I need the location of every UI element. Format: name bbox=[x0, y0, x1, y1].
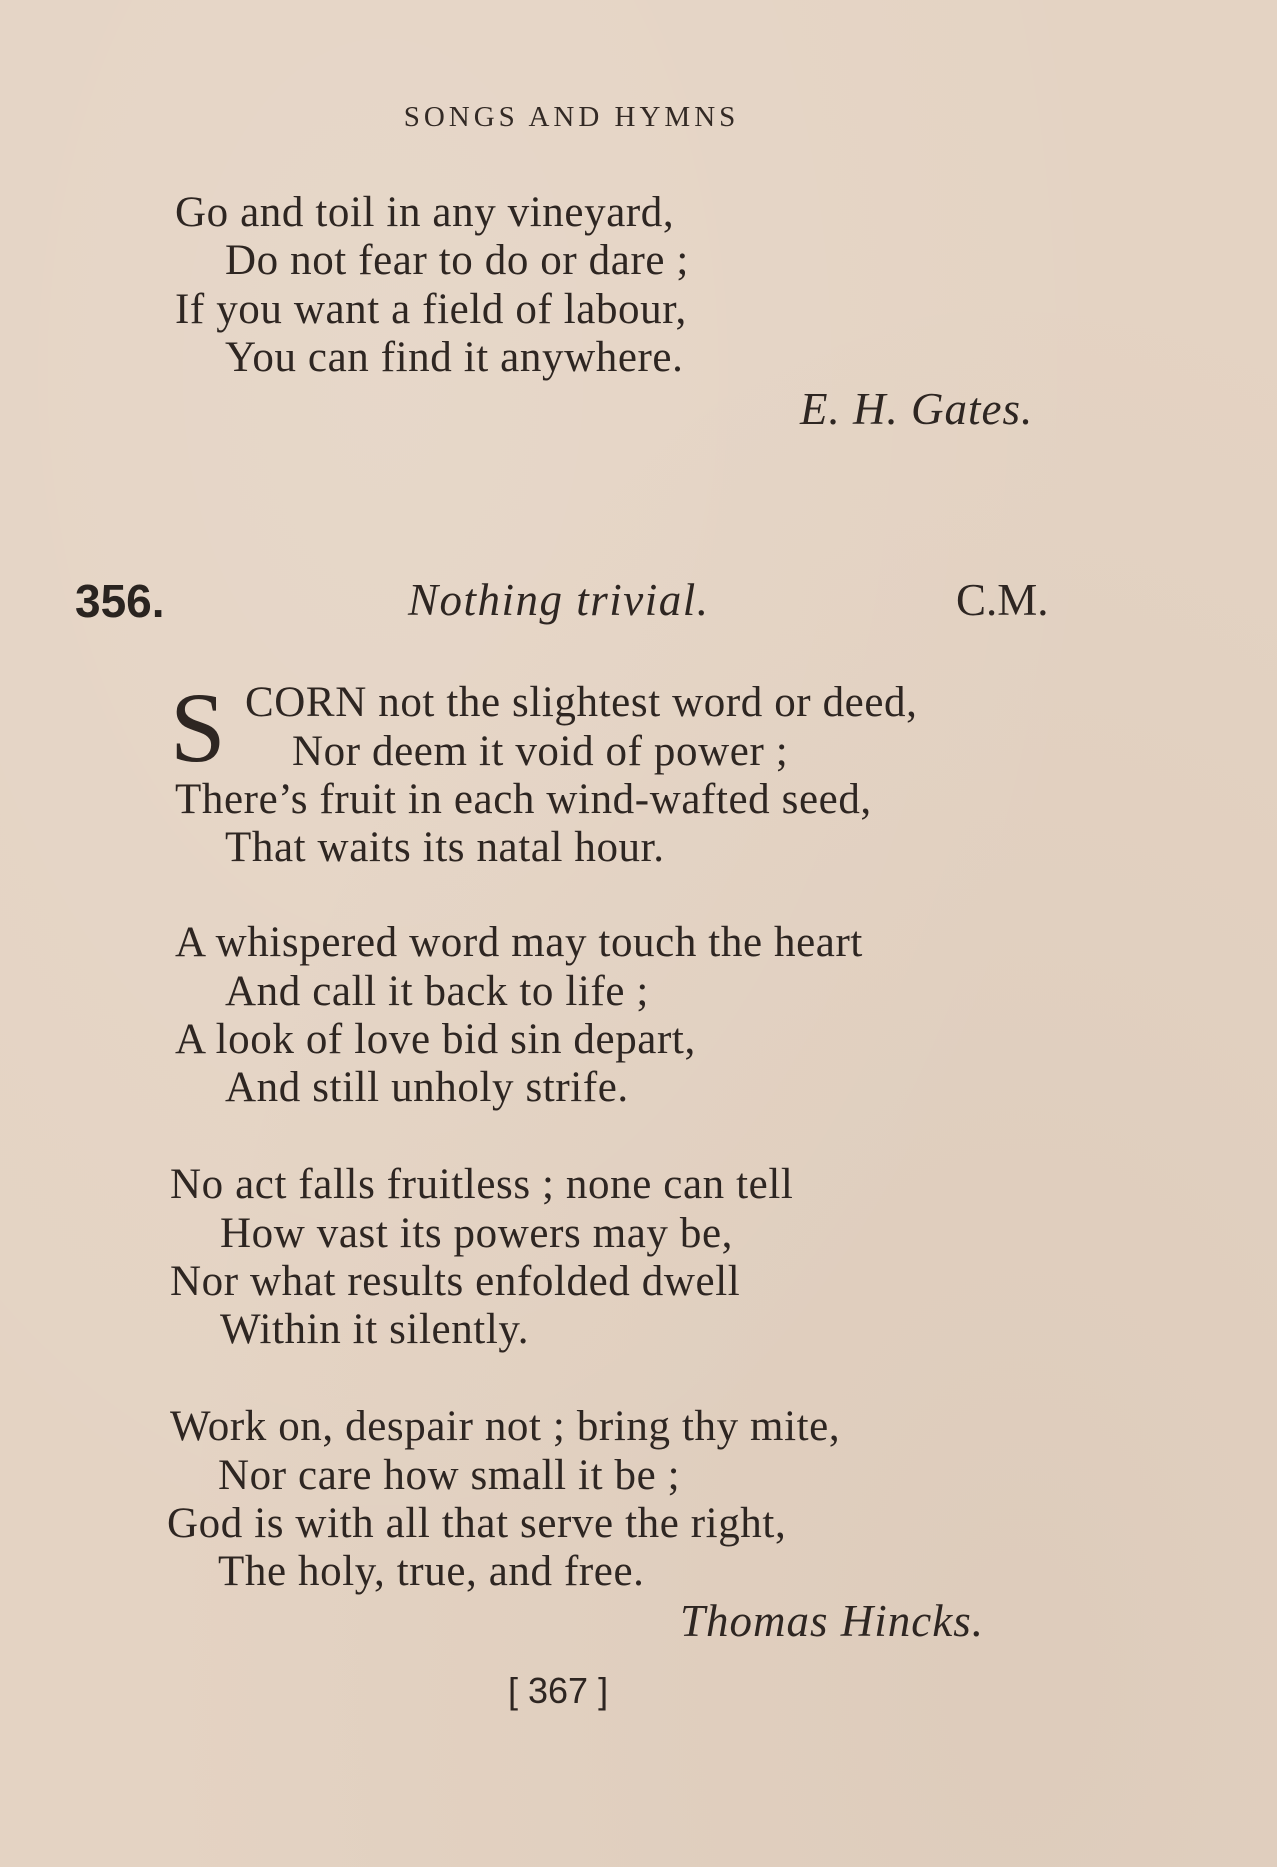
verse-line: A whispered word may touch the heart bbox=[175, 919, 863, 966]
verse-line: A look of love bid sin depart, bbox=[175, 1016, 696, 1063]
verse-line: Nor care how small it be ; bbox=[218, 1452, 681, 1499]
verse-line: Go and toil in any vineyard, bbox=[175, 189, 675, 236]
previous-hymn-author: E. H. Gates. bbox=[800, 384, 1034, 434]
verse-line: Nor deem it void of power ; bbox=[292, 728, 789, 775]
hymn-meter: C.M. bbox=[956, 575, 1049, 625]
verse-line: Nor what results enfolded dwell bbox=[170, 1258, 741, 1305]
running-head: SONGS AND HYMNS bbox=[403, 101, 740, 133]
verse-line: You can find it anywhere. bbox=[225, 334, 684, 381]
verse-line: That waits its natal hour. bbox=[225, 824, 665, 871]
verse-line: No act falls fruitless ; none can tell bbox=[170, 1161, 794, 1208]
verse-line: The holy, true, and free. bbox=[218, 1548, 645, 1595]
hymn-number: 356. bbox=[75, 575, 165, 627]
verse-line: How vast its powers may be, bbox=[220, 1210, 734, 1257]
drop-cap: S bbox=[170, 672, 226, 783]
verse-line: And still unholy strife. bbox=[225, 1064, 629, 1111]
verse-line: And call it back to life ; bbox=[225, 968, 649, 1015]
verse-line: CORN not the slightest word or deed, bbox=[245, 679, 918, 726]
verse-line: God is with all that serve the right, bbox=[167, 1500, 787, 1547]
verse-line: Do not fear to do or dare ; bbox=[225, 237, 689, 284]
verse-line: Work on, despair not ; bring thy mite, bbox=[170, 1403, 841, 1450]
hymn-title: Nothing trivial. bbox=[408, 575, 710, 625]
verse-line: Within it silently. bbox=[220, 1306, 530, 1353]
hymn-author: Thomas Hincks. bbox=[680, 1596, 984, 1646]
verse-line: There’s fruit in each wind-wafted seed, bbox=[175, 776, 872, 823]
verse-line: If you want a field of labour, bbox=[175, 286, 687, 333]
page-number: [ 367 ] bbox=[508, 1670, 609, 1711]
